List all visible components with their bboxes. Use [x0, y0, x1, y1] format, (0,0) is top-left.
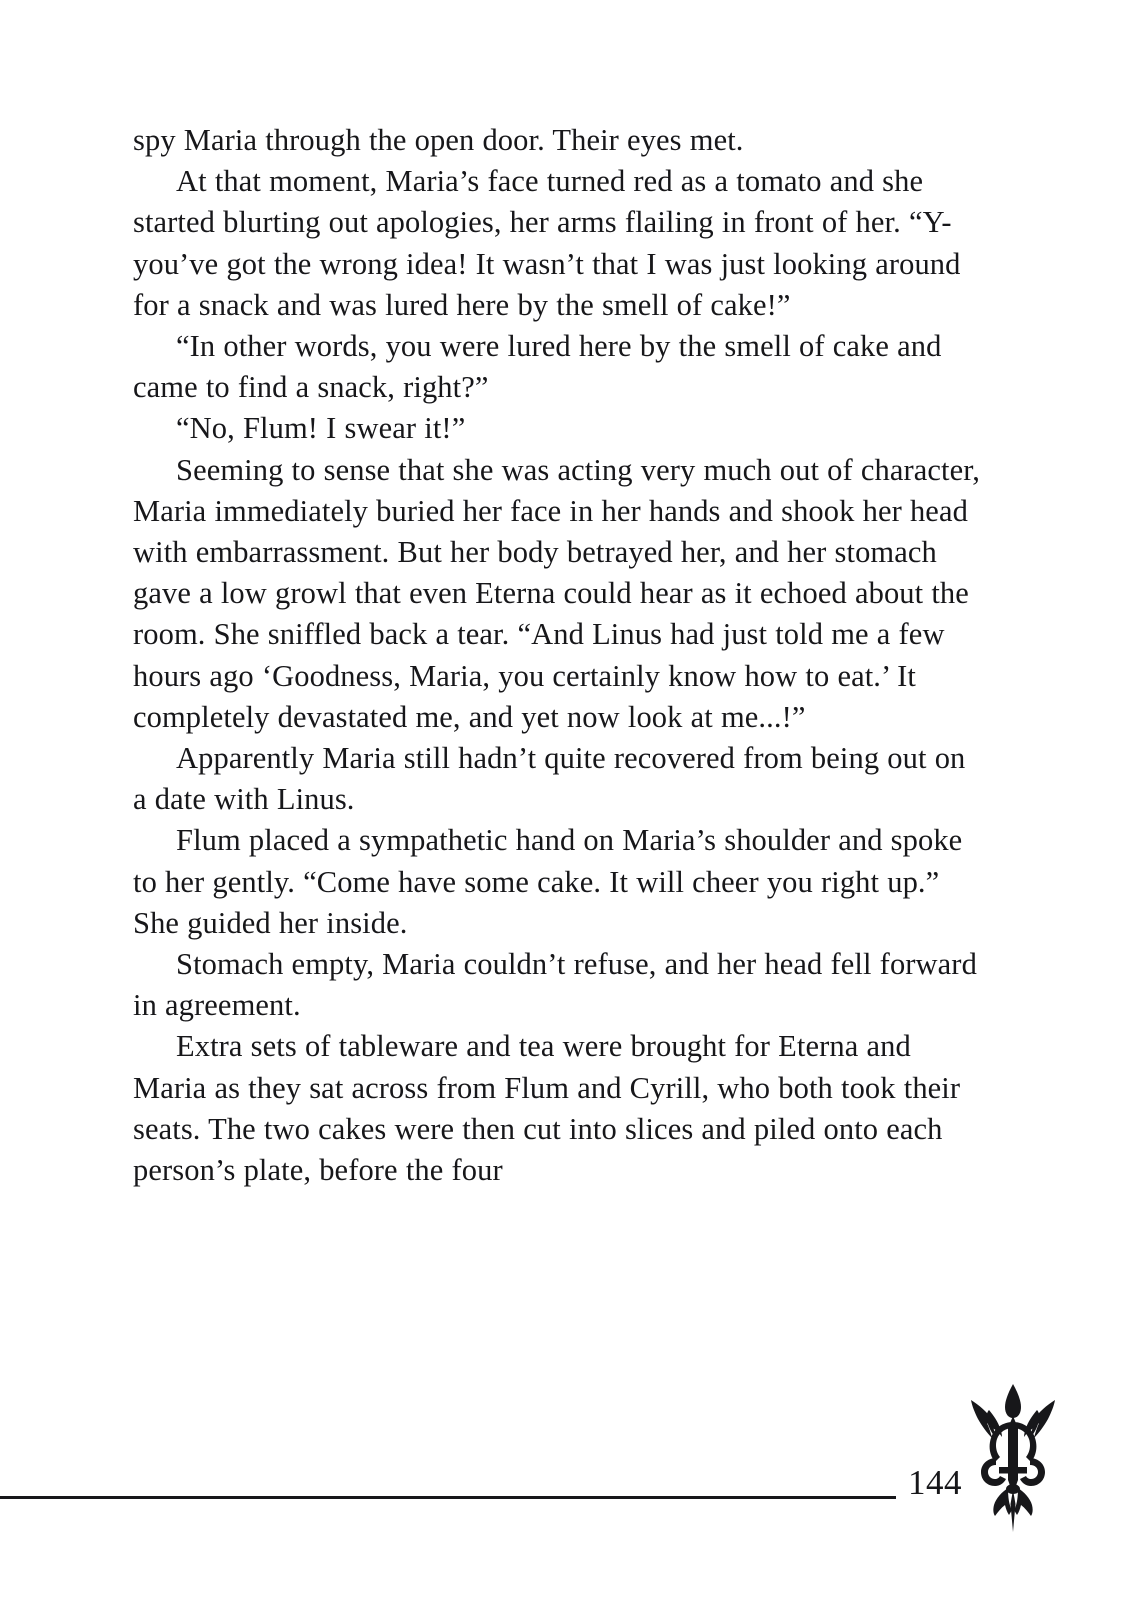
body-paragraph: Stomach empty, Maria couldn’t refuse, and her head fell forward in agreement. [133, 947, 977, 1023]
body-paragraph: Extra sets of tableware and tea were brought for Eterna and Maria as they sat across from Flum and Cyrill, who both took their seats. The two cakes were then cut into slices and piled onto each person’s plate, before the four [133, 1029, 961, 1188]
footer-rule [0, 1496, 896, 1499]
body-paragraph: spy Maria through the open door. Their eyes met. [133, 123, 744, 157]
body-paragraph: Seeming to sense that she was acting very much out of character, Maria immediately buried her face in her hands and shook her head with embarrassment. But her body betrayed her, and her stomach gave a low growl that even Eterna could hear as it echoed about the room. She sniffled back a tear. “And Linus had just told me a few hours ago ‘Goodness, Maria, you certainly know how to eat.’ It completely devastated me, and yet now look at me...!” [133, 452, 981, 734]
page-number: 144 [908, 1463, 962, 1502]
body-paragraph: Flum placed a sympathetic hand on Maria’s shoulder and spoke to her gently. “Come have some cake. It will cheer you right up.” She guided her inside. [133, 823, 963, 940]
winged-dagger-ornament [958, 1372, 1068, 1532]
body-paragraph: “In other words, you were lured here by the smell of cake and came to find a snack, right?” [133, 329, 942, 405]
body-paragraph: “No, Flum! I swear it!” [176, 411, 466, 446]
body-text-block [133, 120, 983, 1191]
body-paragraph: Apparently Maria still hadn’t quite recovered from being out on a date with Linus. [133, 741, 966, 817]
body-paragraph: At that moment, Maria’s face turned red as a tomato and she started blurting out apologies, her arms flailing in front of her. “Y-you’ve got the wrong idea! It wasn’t that I was just looking around for a snack and was lured here by the smell of cake!” [133, 164, 961, 322]
